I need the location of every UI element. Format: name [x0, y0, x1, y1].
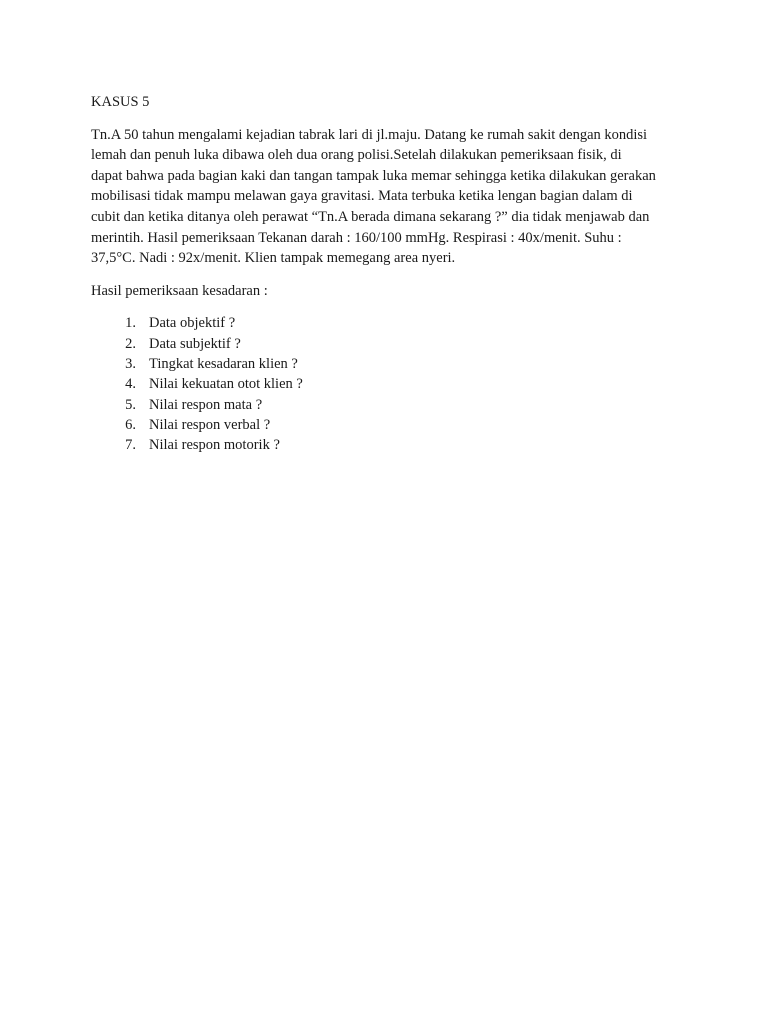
- paragraph-line: 37,5°C. Nadi : 92x/menit. Klien tampak memegang area nyeri.: [91, 250, 456, 267]
- list-number: 2.: [125, 335, 136, 352]
- list-item: [91, 395, 716, 415]
- list-item: [91, 374, 716, 394]
- case-heading: KASUS 5: [91, 94, 150, 110]
- paragraph-line: lemah dan penuh luka dibawa oleh dua orang polisi.Setelah dilakukan pemeriksaan fisik, di: [91, 147, 622, 164]
- list-number: 7.: [125, 437, 136, 454]
- list-text: Nilai respon mata ?: [149, 396, 263, 413]
- question-list: [91, 313, 716, 455]
- list-item: [91, 415, 716, 435]
- case-description: [91, 125, 716, 269]
- paragraph-line: Tn.A 50 tahun mengalami kejadian tabrak lari di jl.maju. Datang ke rumah sakit dengan kondisi: [91, 126, 648, 143]
- list-item: [91, 313, 716, 333]
- list-number: 1.: [125, 315, 136, 332]
- list-text: Data objektif ?: [149, 315, 236, 332]
- list-item: [91, 354, 716, 374]
- paragraph-line: merintih. Hasil pemeriksaan Tekanan darah : 160/100 mmHg. Respirasi : 40x/menit. Suhu :: [91, 229, 622, 246]
- list-text: Nilai kekuatan otot klien ?: [149, 376, 303, 393]
- paragraph-line: cubit dan ketika ditanya oleh perawat “Tn.A berada dimana sekarang ?” dia tidak menjawab dan: [91, 208, 650, 225]
- list-text: Nilai respon motorik ?: [149, 437, 280, 454]
- list-item: [91, 334, 716, 354]
- examination-subheading: Hasil pemeriksaan kesadaran :: [91, 282, 268, 299]
- list-number: 4.: [125, 376, 136, 393]
- list-number: 5.: [125, 396, 136, 413]
- list-text: Data subjektif ?: [149, 335, 241, 352]
- list-text: Tingkat kesadaran klien ?: [149, 355, 298, 372]
- list-item: [91, 435, 716, 455]
- list-text: Nilai respon verbal ?: [149, 416, 271, 433]
- paragraph-line: dapat bahwa pada bagian kaki dan tangan tampak luka memar sehingga ketika dilakukan gerakan: [91, 167, 656, 184]
- list-number: 6.: [125, 416, 136, 433]
- document-content: [91, 92, 716, 455]
- list-number: 3.: [125, 355, 136, 372]
- paragraph-line: mobilisasi tidak mampu melawan gaya gravitasi. Mata terbuka ketika lengan bagian dalam di: [91, 188, 633, 205]
